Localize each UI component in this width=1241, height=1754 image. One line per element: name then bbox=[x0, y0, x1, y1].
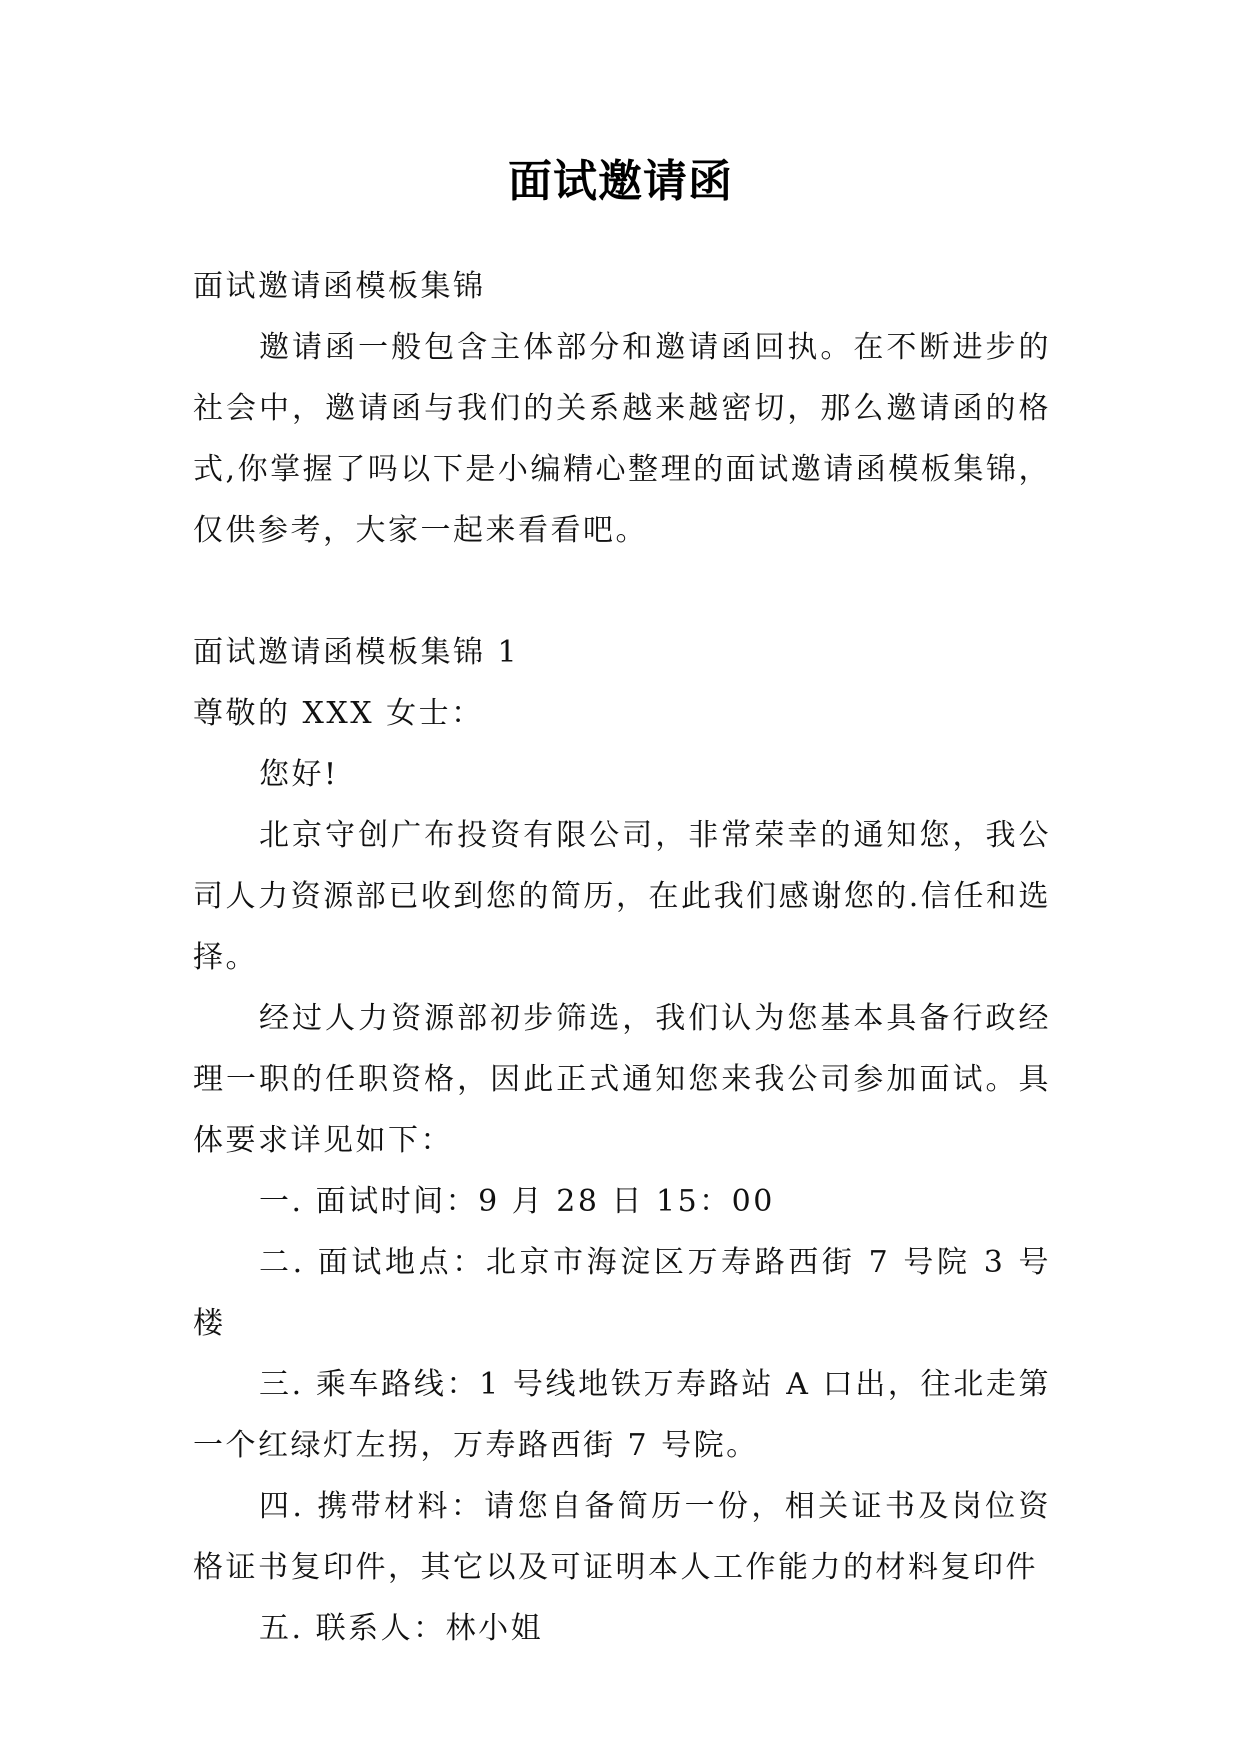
document-title: 面试邀请函 bbox=[508, 156, 733, 207]
letter-paragraph-1: 北京守创广布投资有限公司，非常荣幸的通知您，我公司人力资源部已收到您的简历，在此我们感谢您的.信任和选择。 bbox=[193, 818, 1051, 975]
list-item-time: 一. 面试时间：9 月 28 日 15：00 bbox=[259, 1184, 775, 1219]
letter-paragraph-2: 经过人力资源部初步筛选，我们认为您基本具备行政经理一职的任职资格，因此正式通知您来我公司参加面试。具体要求详见如下： bbox=[193, 1001, 1051, 1158]
document-subtitle: 面试邀请函模板集锦 bbox=[193, 269, 486, 304]
document-body bbox=[193, 256, 1051, 1659]
section-heading: 面试邀请函模板集锦 1 bbox=[193, 635, 520, 670]
paragraph-spacer bbox=[193, 561, 1051, 622]
greeting: 您好! bbox=[259, 757, 339, 792]
list-item-route: 三. 乘车路线：1 号线地铁万寿路站 A 口出，往北走第一个红绿灯左拐，万寿路西街 7 号院。 bbox=[193, 1367, 1051, 1463]
list-item-location: 二. 面试地点：北京市海淀区万寿路西街 7 号院 3 号楼 bbox=[193, 1245, 1051, 1341]
salutation: 尊敬的 XXX 女士： bbox=[193, 696, 484, 731]
list-item-contact: 五. 联系人：林小姐 bbox=[259, 1611, 544, 1646]
intro-paragraph: 邀请函一般包含主体部分和邀请函回执。在不断进步的社会中，邀请函与我们的关系越来越密切，那么邀请函的格式,你掌握了吗以下是小编精心整理的面试邀请函模板集锦，仅供参考，大家一起来看看吧。 bbox=[193, 330, 1051, 548]
list-item-materials: 四. 携带材料：请您自备简历一份，相关证书及岗位资格证书复印件，其它以及可证明本人工作能力的材料复印件 bbox=[193, 1489, 1051, 1585]
